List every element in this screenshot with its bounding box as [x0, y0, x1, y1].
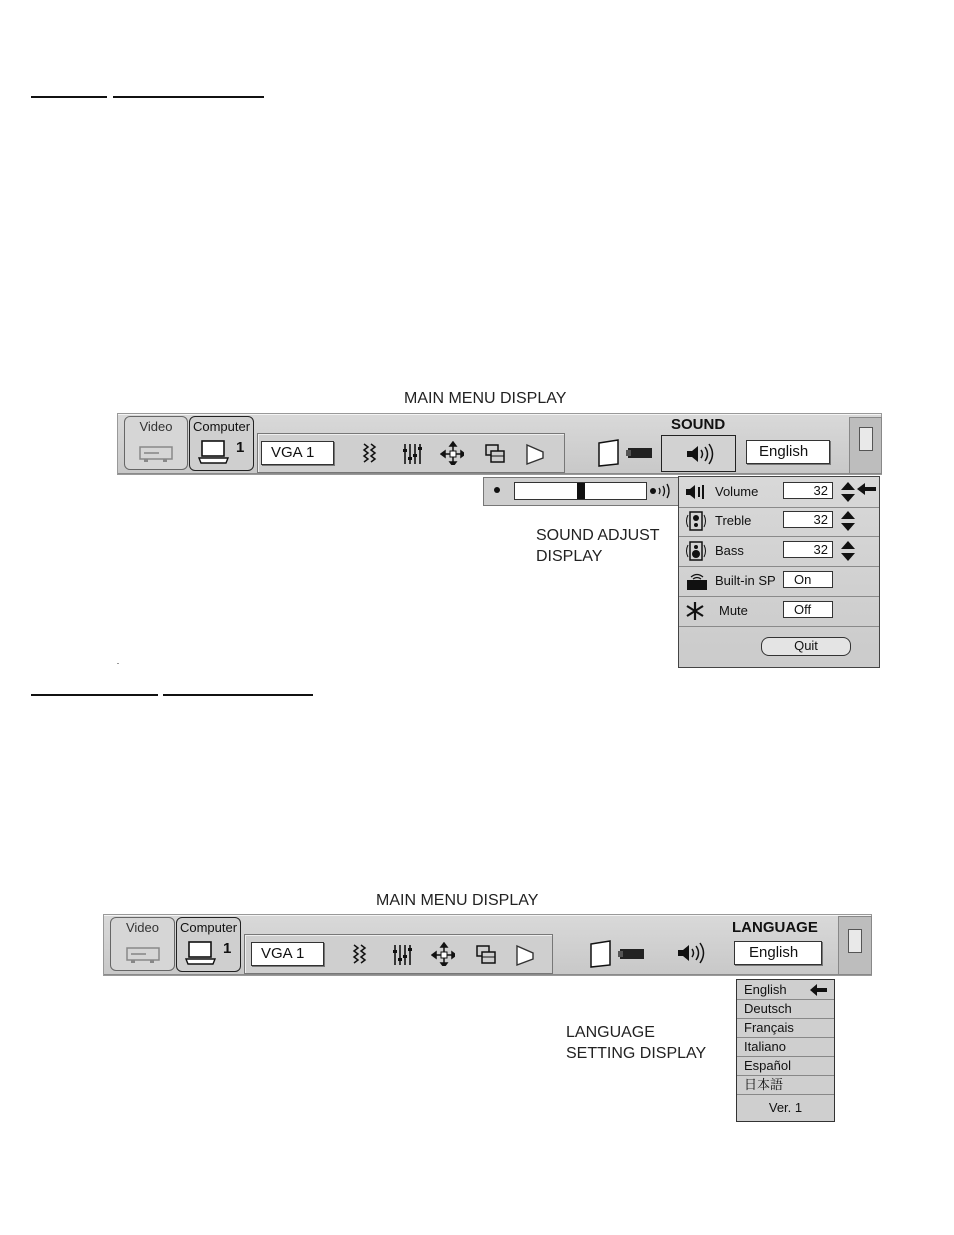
- sync-wave-icon[interactable]: [358, 442, 382, 466]
- volume-slider-bar[interactable]: [483, 477, 679, 506]
- scroll-side-panel[interactable]: [849, 417, 882, 474]
- move-position-icon[interactable]: [440, 441, 464, 465]
- main-menu-bar-2: [103, 914, 872, 976]
- slider-track[interactable]: [514, 482, 647, 500]
- sound-row-treble[interactable]: [679, 507, 879, 537]
- sound-label-mute: Mute: [719, 603, 748, 618]
- tracking-bars-icon-2[interactable]: [391, 943, 415, 967]
- sync-wave-icon-2[interactable]: [348, 943, 372, 967]
- sound-row-mute[interactable]: [679, 597, 879, 627]
- treble-updown-icon[interactable]: [841, 511, 855, 531]
- quit-button[interactable]: Quit: [761, 637, 851, 656]
- tab-computer-label-2: Computer: [179, 920, 238, 935]
- keystone-icon-2[interactable]: [513, 943, 537, 967]
- tab-video-2[interactable]: [110, 917, 175, 971]
- stray-dot: [117, 663, 119, 664]
- mute-star-icon: [685, 601, 705, 621]
- sound-label-bass: Bass: [715, 543, 744, 558]
- bass-speaker-icon: [685, 540, 707, 562]
- sound-adjust-caption-line1: SOUND ADJUST: [536, 527, 660, 544]
- adjust-icon-strip: [257, 433, 565, 473]
- sound-value-bass[interactable]: 32: [783, 541, 833, 558]
- language-item-deutsch[interactable]: [737, 1000, 834, 1019]
- treble-speaker-icon: [685, 510, 707, 532]
- source-select-2[interactable]: VGA 1: [251, 942, 324, 966]
- language-button[interactable]: English: [746, 440, 830, 464]
- sound-title: SOUND: [671, 416, 726, 433]
- language-item-francais[interactable]: [737, 1019, 834, 1038]
- selection-arrow-icon-2: [810, 984, 828, 996]
- tab-computer-2[interactable]: [176, 917, 241, 972]
- slider-max-speaker-icon: [649, 483, 673, 499]
- selection-arrow-icon: [857, 482, 877, 496]
- source-select[interactable]: VGA 1: [261, 441, 334, 465]
- sound-adjust-panel: [678, 476, 880, 668]
- screen-icon[interactable]: [596, 438, 622, 468]
- language-button-2[interactable]: English: [734, 941, 822, 965]
- tab-computer[interactable]: [189, 416, 254, 471]
- computer-number-2: 1: [223, 940, 232, 957]
- adjust-icon-strip-2: [244, 934, 553, 974]
- vcr-icon: [139, 444, 173, 464]
- sound-label-volume: Volume: [715, 484, 759, 499]
- sound-label-treble: Treble: [715, 513, 752, 528]
- tracking-bars-icon[interactable]: [401, 442, 425, 466]
- tab-video-label: Video: [139, 419, 173, 434]
- language-item-espanol[interactable]: [737, 1057, 834, 1076]
- laptop-icon: [198, 439, 230, 465]
- sound-value-mute[interactable]: Off: [783, 601, 833, 618]
- speaker-icon: [684, 443, 716, 465]
- heading-underline-1a: [31, 96, 107, 98]
- picture-overlap-icon[interactable]: [483, 442, 507, 466]
- language-item-japanese[interactable]: [737, 1076, 834, 1095]
- language-list: [736, 979, 835, 1122]
- scroll-side-panel-2[interactable]: [838, 916, 872, 975]
- sound-value-treble[interactable]: 32: [783, 511, 833, 528]
- projector-icon-2[interactable]: [618, 946, 648, 962]
- screen-icon-2[interactable]: [588, 939, 614, 969]
- slider-thumb[interactable]: [577, 483, 585, 499]
- main-menu-caption-2: MAIN MENU DISPLAY: [376, 892, 539, 909]
- version-label: Ver. 1: [768, 1100, 803, 1115]
- sound-value-builtin-sp[interactable]: On: [783, 571, 833, 588]
- move-position-icon-2[interactable]: [431, 942, 455, 966]
- keystone-icon[interactable]: [523, 442, 547, 466]
- volume-updown-icon[interactable]: [841, 482, 855, 502]
- laptop-icon-2: [185, 940, 217, 966]
- language-label-english: English: [744, 982, 787, 997]
- tab-video-label-2: Video: [125, 920, 159, 935]
- main-menu-bar: [117, 413, 882, 475]
- slider-min-dot-icon: [494, 487, 500, 493]
- speaker-level-icon: [685, 483, 709, 501]
- computer-number: 1: [236, 439, 245, 456]
- language-label-japanese: 日本語: [744, 1077, 784, 1092]
- language-label-francais: Français: [744, 1020, 794, 1035]
- heading-underline-1b: [113, 96, 264, 98]
- heading-underline-2a: [31, 694, 158, 696]
- builtin-speaker-icon: [685, 572, 709, 592]
- vcr-icon-2: [126, 945, 160, 965]
- sound-row-volume[interactable]: [679, 478, 879, 508]
- heading-underline-2b: [163, 694, 313, 696]
- sound-adjust-caption: [536, 525, 660, 567]
- language-caption-line1: LANGUAGE: [566, 1024, 655, 1041]
- picture-overlap-icon-2[interactable]: [474, 943, 498, 967]
- language-title: LANGUAGE: [732, 919, 818, 936]
- tab-computer-label: Computer: [192, 419, 251, 434]
- language-caption-line2: SETTING DISPLAY: [566, 1045, 707, 1062]
- projector-icon[interactable]: [626, 445, 656, 461]
- bass-updown-icon[interactable]: [841, 541, 855, 561]
- language-label-espanol: Español: [744, 1058, 791, 1073]
- language-item-italiano[interactable]: [737, 1038, 834, 1057]
- sound-value-volume[interactable]: 32: [783, 482, 833, 499]
- language-label-italiano: Italiano: [744, 1039, 786, 1054]
- speaker-icon-2[interactable]: [675, 942, 707, 964]
- sound-menu-button[interactable]: [661, 435, 736, 472]
- sound-row-builtin-sp[interactable]: [679, 567, 879, 597]
- sound-adjust-caption-line2: DISPLAY: [536, 548, 603, 565]
- language-item-english[interactable]: [737, 981, 834, 1000]
- tab-video[interactable]: [124, 416, 188, 470]
- language-label-deutsch: Deutsch: [744, 1001, 792, 1016]
- language-setting-caption: [566, 1022, 706, 1064]
- sound-row-bass[interactable]: [679, 537, 879, 567]
- sound-label-builtin-sp: Built-in SP: [715, 573, 776, 588]
- main-menu-caption: MAIN MENU DISPLAY: [404, 390, 567, 407]
